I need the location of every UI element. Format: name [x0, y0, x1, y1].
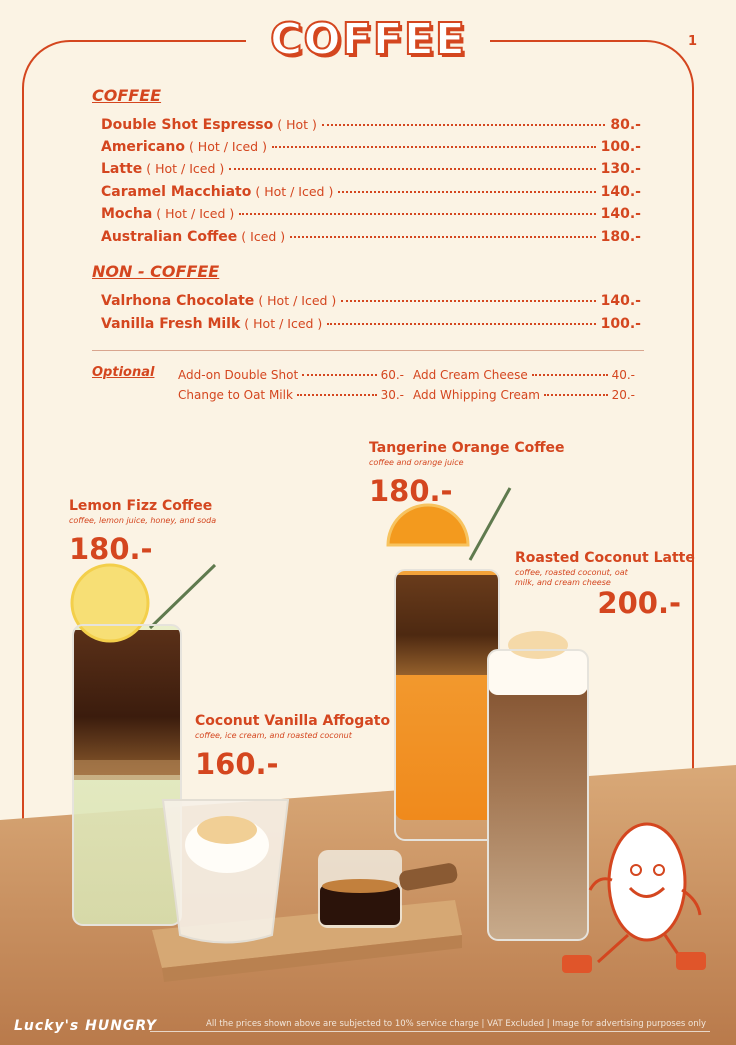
- item-name: Mocha: [101, 206, 153, 222]
- item-options: ( Hot / Iced ): [156, 206, 235, 221]
- menu-item: [101, 316, 641, 336]
- item-name: Vanilla Fresh Milk: [101, 316, 241, 332]
- item-name: Double Shot Espresso: [101, 117, 274, 133]
- option-name: Add Whipping Cream: [413, 388, 540, 402]
- option-price: 60.-: [380, 368, 404, 382]
- page-title: COFFEE: [270, 14, 466, 65]
- item-options: ( Hot / Iced ): [244, 316, 323, 331]
- item-name: Latte: [101, 161, 143, 177]
- item-price: 130.-: [600, 161, 641, 177]
- leader-dots: [297, 394, 377, 396]
- featured-description: coffee, roasted coconut, oat milk, and cream cheese: [515, 568, 628, 587]
- featured-affogato: [195, 713, 390, 781]
- item-name: Americano: [101, 139, 185, 155]
- leader-dots: [302, 374, 376, 376]
- menu-item: [101, 161, 641, 181]
- option-item: [413, 388, 635, 406]
- option-name: Change to Oat Milk: [178, 388, 293, 402]
- featured-coconut-latte: [515, 550, 695, 620]
- leader-dots: [290, 236, 595, 238]
- item-options: ( Hot / Iced ): [255, 184, 334, 199]
- leader-dots: [338, 191, 595, 193]
- footer-divider: [150, 1031, 710, 1032]
- item-price: 140.-: [600, 184, 641, 200]
- item-options: ( Hot / Iced ): [188, 139, 267, 154]
- option-item: [413, 368, 635, 386]
- leader-dots: [229, 168, 595, 170]
- featured-name: Coconut Vanilla Affogato: [195, 713, 391, 729]
- item-price: 180.-: [600, 229, 641, 245]
- featured-name: Roasted Coconut Latte: [515, 550, 695, 566]
- option-item: [178, 368, 404, 386]
- leader-dots: [544, 394, 608, 396]
- featured-price: 180.-: [369, 474, 453, 508]
- section-heading-coffee: COFFEE: [92, 86, 162, 105]
- item-name: Caramel Macchiato: [101, 184, 252, 200]
- coconut-flakes: [508, 631, 568, 659]
- menu-item: [101, 139, 641, 159]
- featured-lemon-fizz: [69, 498, 216, 566]
- affogato-cup: [163, 800, 288, 943]
- section-heading-non-coffee: NON - COFFEE: [92, 262, 220, 281]
- item-price: 140.-: [600, 206, 641, 222]
- featured-tangerine: [369, 440, 565, 508]
- featured-description: coffee, ice cream, and roasted coconut: [195, 731, 352, 740]
- menu-item: [101, 229, 641, 249]
- leader-dots: [532, 374, 608, 376]
- leader-dots: [327, 323, 595, 325]
- leader-dots: [341, 300, 595, 302]
- featured-name: Tangerine Orange Coffee: [369, 440, 565, 456]
- item-options: ( Hot / Iced ): [146, 161, 225, 176]
- featured-name: Lemon Fizz Coffee: [69, 498, 213, 514]
- page-number: 1: [688, 34, 698, 49]
- featured-price: 180.-: [69, 532, 153, 566]
- item-price: 80.-: [610, 117, 641, 133]
- option-name: Add-on Double Shot: [178, 368, 299, 382]
- menu-item: [101, 293, 641, 313]
- item-options: ( Iced ): [241, 229, 286, 244]
- menu-item: [101, 184, 641, 204]
- item-options: ( Hot ): [277, 117, 317, 132]
- item-price: 100.-: [600, 316, 641, 332]
- item-name: Australian Coffee: [101, 229, 238, 245]
- item-price: 100.-: [600, 139, 641, 155]
- item-name: Valrhona Chocolate: [101, 293, 255, 309]
- featured-description: coffee and orange juice: [369, 458, 464, 467]
- featured-price: 200.-: [597, 586, 681, 620]
- coconut-latte-glass: [488, 631, 588, 940]
- featured-description: coffee, lemon juice, honey, and soda: [69, 516, 217, 525]
- leader-dots: [239, 213, 595, 215]
- option-item: [178, 388, 404, 406]
- leader-dots: [272, 146, 596, 148]
- orange-slice: [388, 505, 468, 545]
- lemon-slice: [72, 565, 148, 641]
- brand-logo: Lucky's HUNGRY: [14, 1018, 158, 1034]
- option-price: 20.-: [611, 388, 635, 402]
- menu-item: [101, 117, 641, 137]
- section-divider: [92, 350, 644, 351]
- leader-dots: [322, 124, 605, 126]
- footer-note: All the prices shown above are subjected to 10% service charge | VAT Excluded | Image for advertising purposes only: [206, 1019, 707, 1029]
- option-price: 30.-: [380, 388, 404, 402]
- rosemary-sprig: [150, 565, 215, 628]
- option-price: 40.-: [611, 368, 635, 382]
- featured-price: 160.-: [195, 747, 279, 781]
- option-name: Add Cream Cheese: [413, 368, 528, 382]
- item-options: ( Hot / Iced ): [258, 293, 337, 308]
- item-price: 140.-: [600, 293, 641, 309]
- menu-item: [101, 206, 641, 226]
- optional-label: Optional: [92, 365, 155, 380]
